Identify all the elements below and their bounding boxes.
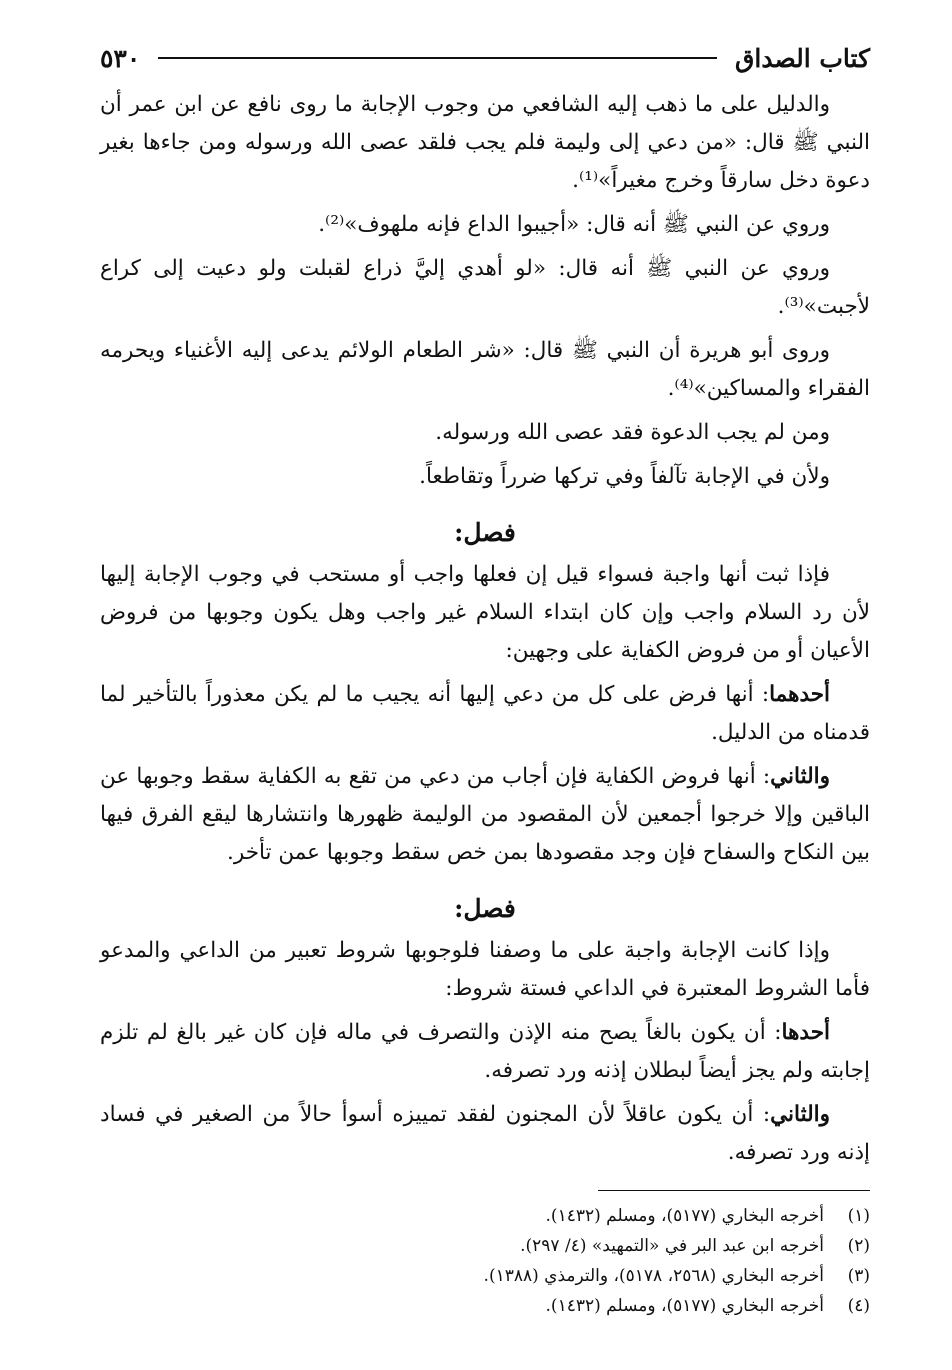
paragraph-text: : أن يكون بالغاً يصح منه الإذن والتصرف في ماله فإن كان غير بالغ لم تلزم إجابته ولم يجز أيضاً لبطلان إذنه ورد تصرفه. <box>100 1020 870 1083</box>
page-header <box>100 38 870 78</box>
footnote-number: (١) <box>847 1206 870 1226</box>
page-body <box>100 86 870 1172</box>
paragraph: وروي عن النبي ﷺ أنه قال: «لو أهدي إليَّ ذراع لقبلت ولو دعيت إلى كراع لأجبت»⁽³⁾. <box>100 256 870 319</box>
paragraph-text: : أنها فرض على كل من دعي إليها أنه يجيب ما لم يكن معذوراً بالتأخير لما قدمناه من الدليل. <box>100 682 870 745</box>
paragraph: والدليل على ما ذهب إليه الشافعي من وجوب الإجابة ما روى نافع عن ابن عمر أن النبي ﷺ قال: «من دعي إلى وليمة فلم يجب فلقد عصى الله ورسوله ومن جاءها بغير دعوة دخل سارقاً وخرج مغيراً»⁽¹⁾. <box>100 92 870 193</box>
paragraph-lead: والثاني <box>770 764 830 789</box>
footnote-number: (٢) <box>847 1236 870 1256</box>
book-title: كتاب الصداق <box>734 43 870 73</box>
paragraph <box>100 758 870 872</box>
paragraph-lead: والثاني <box>770 1102 830 1127</box>
page <box>100 38 870 1321</box>
footnote-text: أخرجه البخاري (٥١٧٧)، ومسلم (١٤٣٢). <box>545 1296 824 1316</box>
paragraph-lead: أحدها <box>781 1020 830 1045</box>
paragraph-lead: أحدهما <box>769 682 830 707</box>
footnote <box>100 1291 870 1321</box>
footnote-text: أخرجه البخاري (٢٥٦٨، ٥١٧٨)، والترمذي (١٣٨٨). <box>483 1266 824 1286</box>
paragraph: فإذا ثبت أنها واجبة فسواء قيل إن فعلها واجب أو مستحب في وجوب الإجابة إليها لأن رد السلام واجب وإن كان ابتداء السلام غير واجب وهل يكون وجوبها من فروض الأعيان أو من فروض الكفاية على وجهين: <box>100 562 870 663</box>
paragraph: ولأن في الإجابة تآلفاً وفي تركها ضرراً وتقاطعاً. <box>419 464 830 489</box>
paragraph: وإذا كانت الإجابة واجبة على ما وصفنا فلوجوبها شروط تعبير من الداعي والمدعو فأما الشروط المعتبرة في الداعي فستة شروط: <box>100 938 870 1001</box>
paragraph: ومن لم يجب الدعوة فقد عصى الله ورسوله. <box>435 420 830 445</box>
footnotes <box>100 1201 870 1321</box>
footnote <box>100 1231 870 1261</box>
section-heading: فصل: <box>454 894 516 923</box>
footnote <box>100 1261 870 1291</box>
paragraph-text: : أنها فروض الكفاية فإن أجاب من دعي من تقع به الكفاية سقط وجوبها عن الباقين وإلا خرجوا أجمعين لأن المقصود من الوليمة ظهورها وانتشارها ليقع الفرق فيها بين النكاح والسفاح فإن وجد مقصودها بمن خص سقط وجوبها عمن تأخر. <box>100 764 870 865</box>
paragraph <box>100 1096 870 1172</box>
page-number: ٥٣٠ <box>100 43 141 73</box>
paragraph <box>100 1014 870 1090</box>
footnote-number: (٤) <box>847 1296 870 1316</box>
paragraph: وروى أبو هريرة أن النبي ﷺ قال: «شر الطعام الولائم يدعى إليه الأغنياء ويحرمه الفقراء والمساكين»⁽⁴⁾. <box>100 338 870 401</box>
footnote-text: أخرجه ابن عبد البر في «التمهيد» (٤/ ٢٩٧). <box>520 1236 824 1256</box>
paragraph-text: : أن يكون عاقلاً لأن المجنون لفقد تمييزه أسوأ حالاً من الصغير في فساد إذنه ورد تصرفه. <box>100 1102 870 1165</box>
section-heading: فصل: <box>454 518 516 547</box>
paragraph <box>100 676 870 752</box>
footnote-text: أخرجه البخاري (٥١٧٧)، ومسلم (١٤٣٢). <box>545 1206 824 1226</box>
footnote <box>100 1201 870 1231</box>
footnote-divider <box>598 1190 870 1191</box>
footnote-number: (٣) <box>847 1266 870 1286</box>
paragraph: وروي عن النبي ﷺ أنه قال: «أجيبوا الداع فإنه ملهوف»⁽²⁾. <box>318 212 830 237</box>
header-rule <box>158 57 717 59</box>
